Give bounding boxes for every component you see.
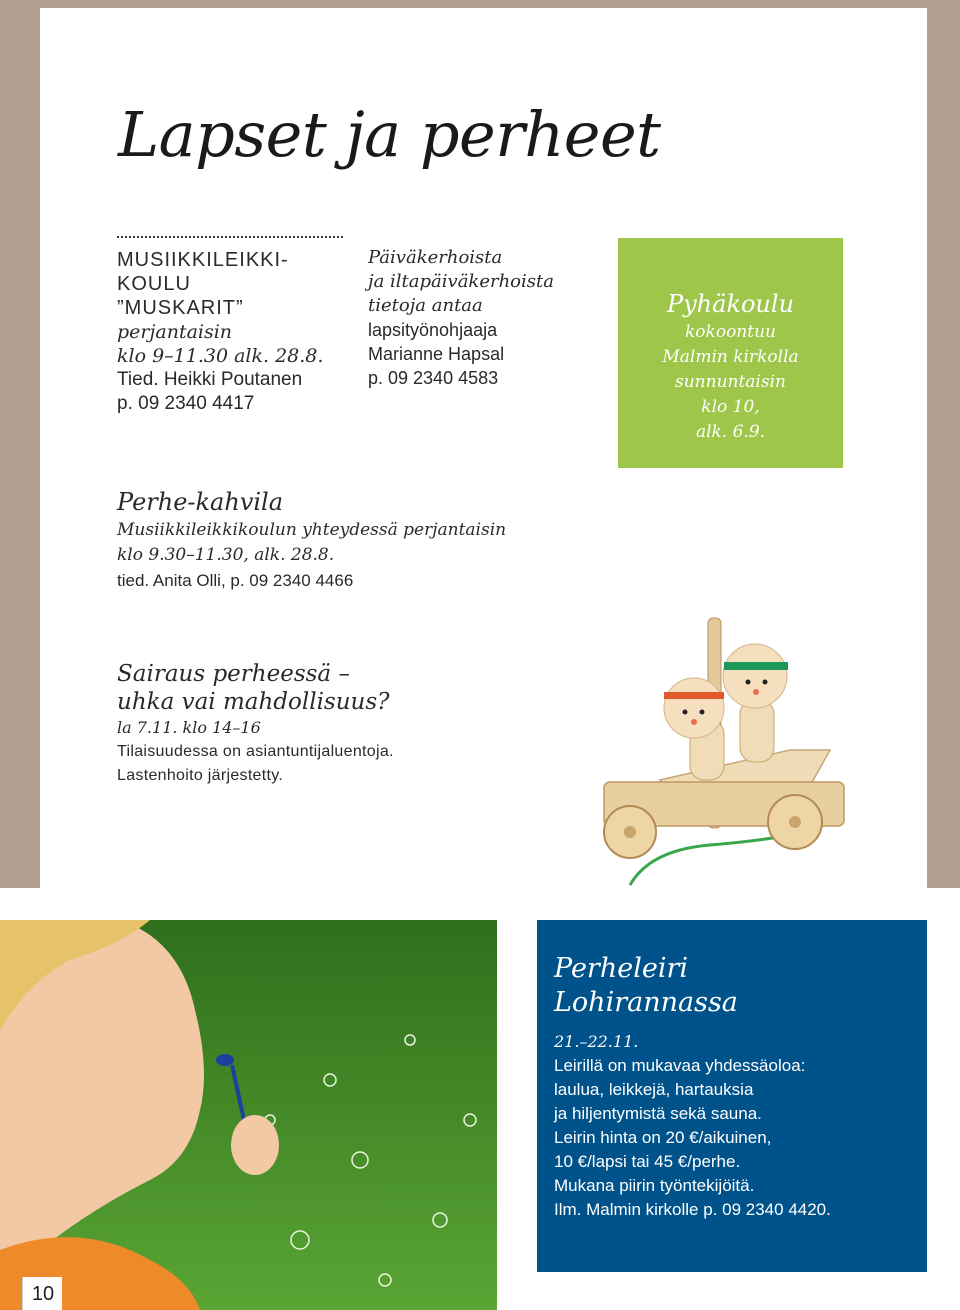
music-school-phone: p. 09 2340 4417 [117,393,255,414]
family-camp-line-5: 10 €/lapsi tai 45 €/perhe. [554,1152,741,1171]
illness-event-line-2: Lastenhoito järjestetty. [117,767,284,784]
family-cafe-line-2: klo 9.30–11.30, alk. 28.8. [117,545,335,565]
illness-event-title-2: uhka vai mahdollisuus? [117,689,390,715]
family-camp-line-2: laulua, leikkejä, hartauksia [554,1080,754,1099]
daycare-line-1: Päiväkerhoista [368,247,503,268]
family-camp-line-1: Leirillä on mukavaa yhdessäoloa: [554,1056,806,1075]
daycare-line-2: ja iltapäiväkerhoista [368,271,554,292]
daycare-section [368,246,608,390]
page-title: Lapset ja perheet [118,98,661,171]
daycare-role: lapsityönohjaaja [368,320,498,340]
family-camp-line-7: Ilm. Malmin kirkolle p. 09 2340 4420. [554,1200,831,1219]
daycare-phone: p. 09 2340 4583 [368,368,499,388]
wooden-toy-boat-image [590,600,890,890]
sunday-school-line-4: klo 10, [701,397,760,417]
sunday-school-title: Pyhäkoulu [666,290,795,318]
family-camp-box [537,920,927,1272]
daycare-line-3: tietoja antaa [368,295,483,316]
sunday-school-line-1: kokoontuu [685,322,776,342]
sunday-school-line-2: Malmin kirkolla [662,347,799,367]
illness-event-title-1: Sairaus perheessä – [117,661,350,687]
page-number: 10 [31,1283,55,1305]
family-camp-title-2: Lohirannassa [554,987,738,1018]
music-school-heading-2: KOULU [117,273,191,295]
family-camp-line-4: Leirin hinta on 20 €/aikuinen, [554,1128,772,1147]
family-camp-date: 21.–22.11. [554,1032,639,1051]
illness-event-date: la 7.11. klo 14–16 [117,718,261,737]
family-camp-line-6: Mukana piirin työntekijöitä. [554,1176,755,1195]
family-camp-line-3: ja hiljentymistä sekä sauna. [554,1104,762,1123]
family-cafe-contact: tied. Anita Olli, p. 09 2340 4466 [117,571,354,590]
sunday-school-line-5: alk. 6.9. [695,422,766,442]
music-school-heading-1: MUSIIKKILEIKKI- [117,249,289,271]
family-cafe-line-1: Musiikkileikkikoulun yhteydessä perjantaisin [117,520,507,540]
illness-event-line-1: Tilaisuudessa on asiantuntijaluentoja. [117,743,394,760]
music-school-day: perjantaisin [117,321,233,343]
page-number-box [22,1277,62,1310]
family-cafe-title: Perhe-kahvila [117,488,284,516]
music-school-heading-3: ”MUSKARIT” [117,297,244,319]
family-camp-title-1: Perheleiri [554,953,688,984]
daycare-contact-name: Marianne Hapsal [368,344,505,364]
illness-event-section [117,660,394,788]
boy-blowing-bubbles-photo [0,920,497,1310]
family-cafe-section [117,486,506,593]
sunday-school-box [618,238,843,468]
music-school-contact: Tied. Heikki Poutanen [117,369,303,390]
dotted-divider [117,236,343,238]
music-school-time: klo 9–11.30 alk. 28.8. [117,345,324,367]
music-school-section [117,248,357,416]
sunday-school-line-3: sunnuntaisin [675,372,786,392]
